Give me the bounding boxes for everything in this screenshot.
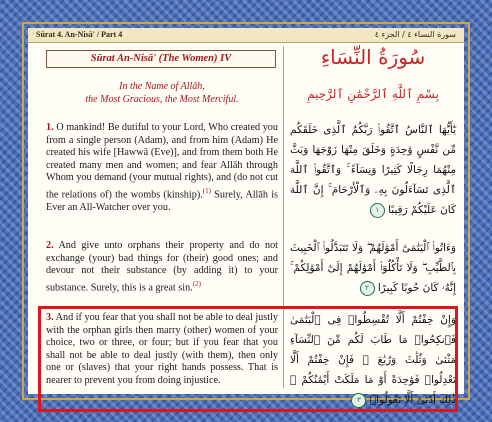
header-surah-part-en: Sūrat 4. An-Nisā' / Part 4 (36, 30, 123, 39)
verse-text: And if you fear that you shall not be able to deal justly with the orphan girls then marry (other) women of your choice, two or three, or four; but if you fear that you shall not be able to deal justly (with them), then only one or (slaves) that your right hands possess. That is nearer to prevent you from doing injustice. (46, 312, 278, 386)
verse-number: 1. (46, 122, 54, 133)
arabic-surah-name: سُورَةُ النِّسَاءِ (320, 45, 426, 69)
verse-text: And give unto orphans their property and do not exchange (your) bad things for (their) good ones; and devour not their substance (by adding it) to your substance. Surely, this is a great sin. (46, 240, 278, 294)
verse-text-after: Surely, Allāh is Ever an All-Watcher over you. (46, 189, 278, 213)
surah-title: Sūrat An-Nisā' (The Women) IV (46, 50, 276, 68)
basmala-line-1: In the Name of Allāh, (119, 81, 205, 92)
verse-text: O mankind! Be dutiful to your Lord, Who created you from a single person (Adam), and from him (Adam) He created his wife [Hawwā (Eve)], and from them both He created many men and women; and fear Allāh through Whom you demand (your mutual rights), and (do not cut the relations of) the wombs (kinship). (46, 122, 278, 201)
footnote-ref[interactable]: (2) (192, 279, 201, 288)
ayah-number-icon: ٣ (351, 393, 366, 408)
header-surah-part-ar: سورة النساء ٤ / الجزء ٤ (374, 30, 456, 39)
basmala-arabic: بِسْمِ ٱللَّهِ ٱلرَّحْمَٰنِ ٱلرَّحِيمِ (307, 87, 439, 101)
verse-2-english (46, 240, 278, 295)
verse-arabic-text: وَإِنْ خِفْتُمْ أَلَّا تُقْسِطُوا۟ فِى ٱلْيَتَٰمَىٰ فَٱنكِحُوا۟ مَا طَابَ لَكُم مِّنَ ٱلنِّسَآءِ مَثْنَىٰ وَثُلَٰثَ وَرُبَٰعَ ۖ فَإِنْ خِفْتُمْ أَلَّا تَعْدِلُوا۟ فَوَٰحِدَةً أَوْ مَا مَلَكَتْ أَيْمَٰنُكُمْ ۚ ذَٰلِكَ أَدْنَىٰٓ أَلَّا تَعُولُوا۟ (290, 314, 456, 406)
verse-1-arabic (290, 120, 456, 220)
ayah-number-icon: ١ (370, 203, 385, 218)
basmala-english (46, 80, 278, 106)
verse-2-arabic (290, 238, 456, 298)
verse-3-highlight-box (38, 306, 458, 412)
verse-arabic-text: وَءَاتُوا۟ ٱلْيَتَٰمَىٰٓ أَمْوَٰلَهُمْ ۖ وَلَا تَتَبَدَّلُوا۟ ٱلْخَبِيثَ بِٱلطَّيِّبِ ۖ وَلَا تَأْكُلُوٓا۟ أَمْوَٰلَهُمْ إِلَىٰٓ أَمْوَٰلِكُمْ ۚ إِنَّهُۥ كَانَ حُوبًا كَبِيرًا (290, 242, 456, 294)
verse-1-english (46, 122, 278, 215)
verse-arabic-text: يَٰٓأَيُّهَا ٱلنَّاسُ ٱتَّقُوا۟ رَبَّكُمُ ٱلَّذِى خَلَقَكُم مِّن نَّفْسٍ وَٰحِدَةٍ وَخَلَقَ مِنْهَا زَوْجَهَا وَبَثَّ مِنْهُمَا رِجَالًا كَثِيرًا وَنِسَآءً ۚ وَٱتَّقُوا۟ ٱللَّهَ ٱلَّذِى تَسَآءَلُونَ بِهِۦ وَٱلْأَرْحَامَ ۚ إِنَّ ٱللَّهَ كَانَ عَلَيْكُمْ رَقِيبًا (290, 124, 456, 216)
basmala-line-2: the Most Gracious, the Most Merciful. (85, 94, 239, 105)
verse-number: 3. (46, 312, 54, 323)
verse-number: 2. (46, 240, 54, 251)
page-header (28, 28, 464, 43)
footnote-ref[interactable]: (1) (202, 186, 211, 195)
ayah-number-icon: ٢ (360, 281, 375, 296)
